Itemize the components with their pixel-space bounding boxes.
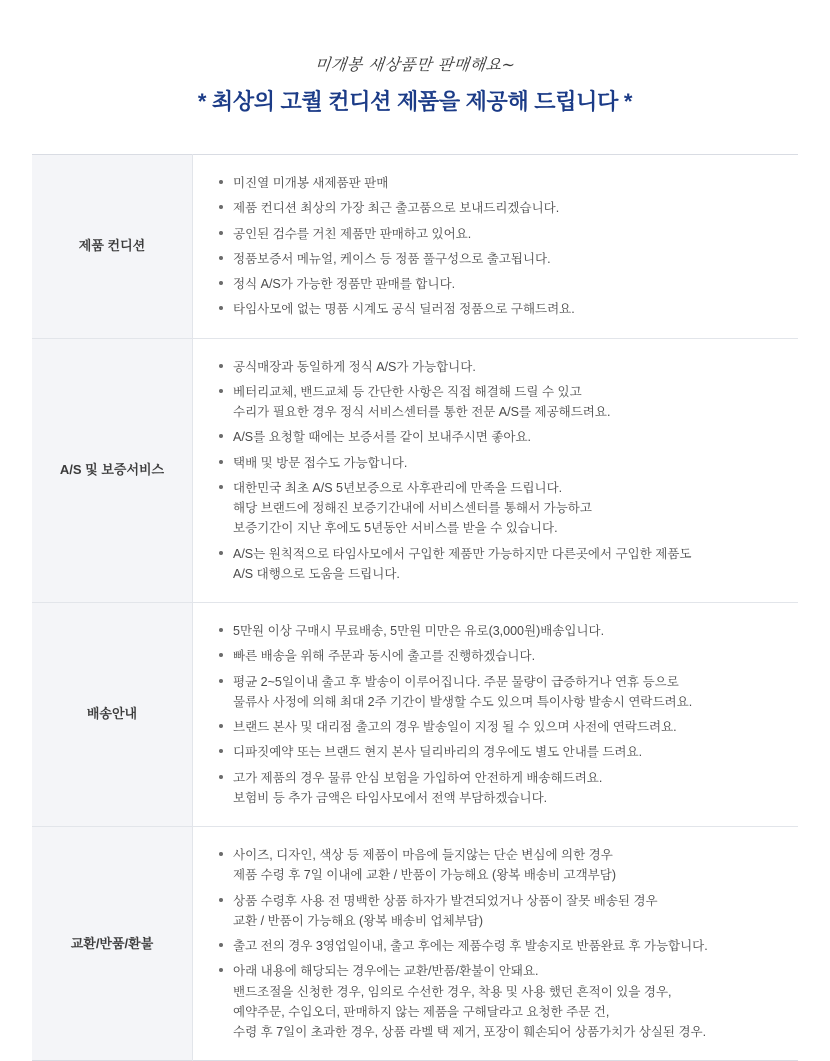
- row-label-exchange-return-refund: 교환/반품/환불: [32, 827, 193, 1061]
- item-list: [219, 357, 782, 585]
- list-item: [219, 621, 782, 641]
- list-item-line: 브랜드 본사 및 대리점 출고의 경우 발송일이 지정 될 수 있으며 사전에 연락드려요.: [233, 720, 677, 734]
- list-item-line: 평균 2~5일이내 출고 후 발송이 이루어집니다. 주문 물량이 급증하거나 연휴 등으로: [233, 674, 679, 689]
- list-item: [219, 672, 782, 713]
- list-item-line: 사이즈, 디자인, 색상 등 제품이 마음에 들지않는 단순 변심에 의한 경우: [233, 848, 613, 862]
- row-content-exchange-return-refund: [193, 827, 799, 1061]
- list-item-line: 5만원 이상 구매시 무료배송, 5만원 미만은 유로(3,000원)배송입니다.: [233, 624, 605, 638]
- policy-table: [32, 154, 798, 1061]
- list-item-line: 빠른 배송을 위해 주문과 동시에 출고를 진행하겠습니다.: [233, 649, 536, 664]
- row-content-product-condition: [193, 155, 799, 339]
- list-item-line: 예약주문, 수입오더, 판매하지 않는 제품을 구해달라고 요청한 주문 건,: [233, 1004, 610, 1019]
- list-item-line: A/S를 요청할 때에는 보증서를 같이 보내주시면 좋아요.: [233, 430, 532, 445]
- list-item-line: 해당 브랜드에 정해진 보증기간내에 서비스센터를 통해서 가능하고: [233, 501, 592, 515]
- item-list: [219, 173, 782, 320]
- list-item-line: A/S 대행으로 도움을 드립니다.: [233, 566, 400, 581]
- list-item-line: 보증기간이 지난 후에도 5년동안 서비스를 받을 수 있습니다.: [233, 521, 558, 536]
- list-item-line: 디파짓예약 또는 브랜드 현지 본사 딜리바리의 경우에도 별도 안내를 드려요.: [233, 745, 643, 760]
- list-item-line: 미진열 미개봉 새제품판 판매: [233, 176, 389, 190]
- policy-table-body: [32, 155, 798, 1061]
- list-item-line: 교환 / 반품이 가능해요 (왕복 배송비 업체부담): [233, 913, 483, 928]
- list-item-line: 보험비 등 추가 금액은 타임사모에서 전액 부담하겠습니다.: [233, 790, 548, 805]
- list-item: [219, 768, 782, 809]
- list-item: [219, 173, 782, 193]
- list-item-line: 정식 A/S가 가능한 정품만 판매를 합니다.: [233, 277, 456, 291]
- row-label-shipping: 배송안내: [32, 603, 193, 827]
- list-item: [219, 891, 782, 932]
- list-item: [219, 646, 782, 666]
- list-item: [219, 961, 782, 1042]
- list-item-line: 타임사모에 없는 명품 시계도 공식 딜러점 정품으로 구해드려요.: [233, 302, 575, 317]
- list-item-line: 제품 컨디션 최상의 가장 최근 출고품으로 보내드리겠습니다.: [233, 201, 560, 216]
- list-item-line: 공식매장과 동일하게 정식 A/S가 가능합니다.: [233, 359, 476, 374]
- row-label-line: 보증서비스: [101, 462, 165, 478]
- list-item: [219, 357, 782, 377]
- list-item: [219, 198, 782, 218]
- row-label-line: A/S 및: [59, 462, 98, 478]
- item-list: [219, 621, 782, 808]
- list-item-line: 정품보증서 메뉴얼, 케이스 등 정품 풀구성으로 출고됩니다.: [233, 251, 551, 266]
- row-label-product-condition: 제품 컨디션: [32, 155, 193, 339]
- list-item-line: 베터리교체, 밴드교체 등 간단한 사항은 직접 해결해 드릴 수 있고: [233, 384, 582, 399]
- list-item-line: 수령 후 7일이 초과한 경우, 상품 라벨 택 제거, 포장이 훼손되어 상품가치가 상실된 경우.: [233, 1025, 707, 1039]
- list-item-line: 공인된 검수를 거친 제품만 판매하고 있어요.: [233, 226, 472, 241]
- list-item: [219, 742, 782, 762]
- list-item-line: 제품 수령 후 7일 이내에 교환 / 반품이 가능해요 (왕복 배송비 고객부담): [233, 868, 616, 883]
- list-item: [219, 936, 782, 956]
- list-item: [219, 453, 782, 473]
- row-content-shipping: [193, 603, 799, 827]
- list-item-line: 고가 제품의 경우 물류 안심 보험을 가입하여 안전하게 배송해드려요.: [233, 770, 603, 785]
- table-row: [32, 338, 798, 603]
- list-item: [219, 478, 782, 539]
- list-item-line: 상품 수령후 사용 전 명백한 상품 하자가 발견되었거나 상품이 잘못 배송된 경우: [233, 893, 658, 908]
- list-item: [219, 224, 782, 244]
- list-item-line: 밴드조절을 신청한 경우, 임의로 수선한 경우, 착용 및 사용 했던 흔적이 있을 경우,: [233, 984, 672, 999]
- list-item-line: 물류사 사정에 의해 최대 2주 기간이 발생할 수도 있으며 특이사항 발송시 연락드려요.: [233, 694, 693, 709]
- list-item: [219, 717, 782, 737]
- item-list: [219, 845, 782, 1042]
- row-label-as-warranty: [32, 338, 193, 603]
- list-item-line: A/S는 원칙적으로 타임사모에서 구입한 제품만 가능하지만 다른곳에서 구입한 제품도: [233, 546, 692, 561]
- table-row: [32, 155, 798, 339]
- list-item-line: 수리가 필요한 경우 정식 서비스센터를 통한 전문 A/S를 제공해드려요.: [233, 405, 611, 419]
- list-item-line: 아래 내용에 해당되는 경우에는 교환/반품/환불이 안돼요.: [233, 964, 539, 979]
- list-item-line: 출고 전의 경우 3영업일이내, 출고 후에는 제품수령 후 발송지로 반품완료 후 가능합니다.: [233, 939, 708, 953]
- list-item: [219, 427, 782, 447]
- table-row: [32, 603, 798, 827]
- page-title: * 최상의 고퀄 컨디션 제품을 제공해 드립니다 *: [197, 89, 633, 114]
- list-item: [219, 544, 782, 585]
- header-subtitle: 미개봉 새상품만 판매해요~: [313, 55, 517, 74]
- list-item-line: 택배 및 방문 접수도 가능합니다.: [233, 455, 408, 470]
- row-content-as-warranty: [193, 338, 799, 603]
- list-item: [219, 249, 782, 269]
- page-header: [0, 0, 830, 116]
- list-item: [219, 382, 782, 423]
- list-item: [219, 274, 782, 294]
- list-item-line: 대한민국 최초 A/S 5년보증으로 사후관리에 만족을 드립니다.: [233, 480, 563, 495]
- list-item: [219, 845, 782, 886]
- table-row: [32, 827, 798, 1061]
- list-item: [219, 299, 782, 319]
